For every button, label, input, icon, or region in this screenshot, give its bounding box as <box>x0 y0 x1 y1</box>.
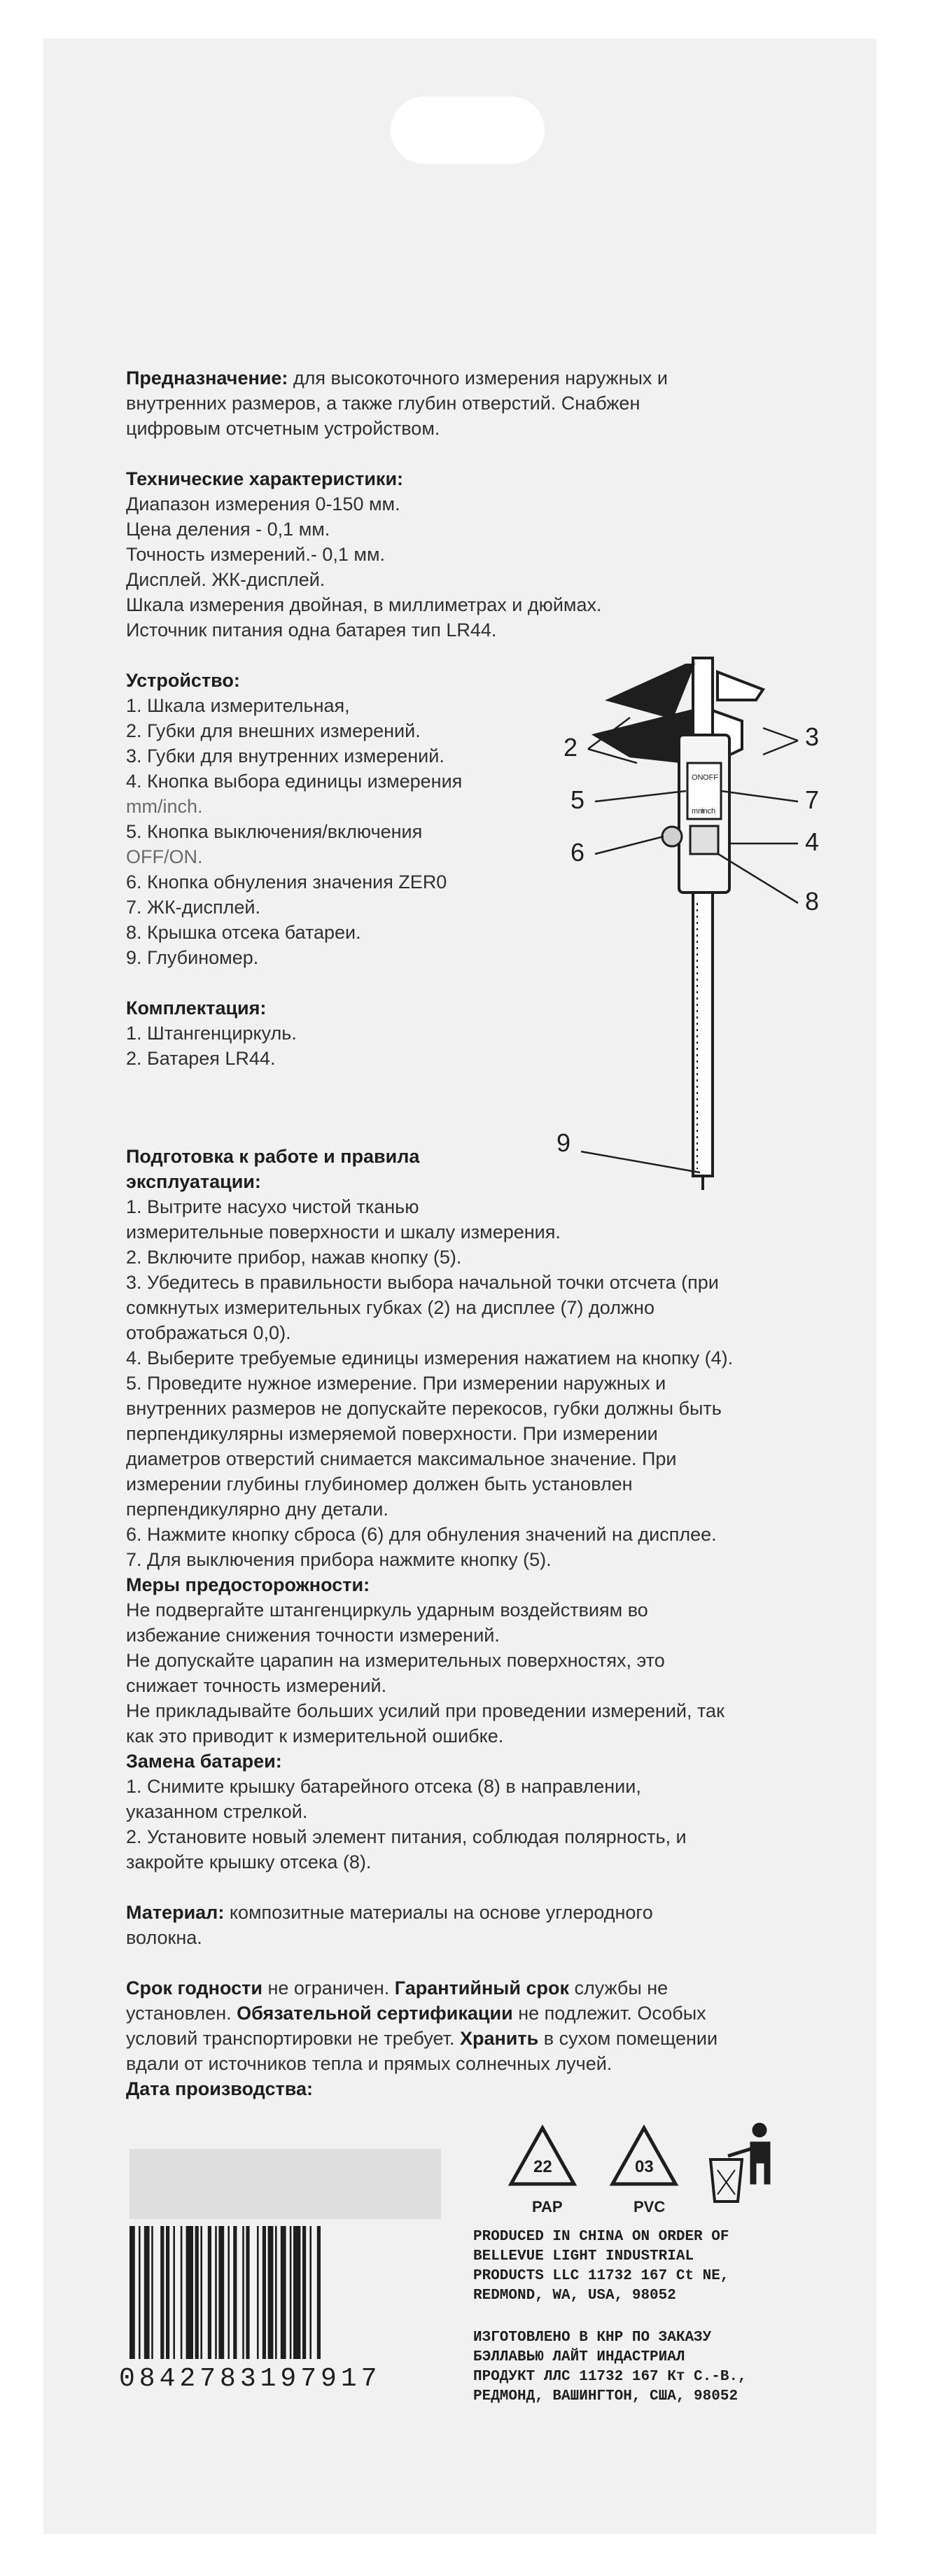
manufacturer-en <box>473 2227 802 2306</box>
manufacturer-line: РЕДМОНД, ВАШИНГТОН, США, 98052 <box>473 2388 738 2404</box>
upper-jaw-moving <box>718 672 763 700</box>
production-date-label: Дата производства: <box>126 2078 313 2099</box>
manufacturer-line: BELLEVUE LIGHT INDUSTRIAL <box>473 2248 694 2264</box>
zero-button <box>662 827 682 846</box>
callout-5: 5 <box>570 785 585 814</box>
purpose-label: Предназначение: <box>126 368 288 388</box>
prep-section <box>126 1144 798 1572</box>
kit-title: Комплектация: <box>126 997 267 1018</box>
caution-line: Не подвергайте штангенциркуль ударным воздействиям во <box>126 1600 648 1620</box>
barcode-bar <box>227 2226 230 2359</box>
prep-line: 6. Нажмите кнопку сброса (6) для обнуления значений на дисплее. <box>126 1524 717 1545</box>
device-line: 2. Губки для внешних измерений. <box>126 720 421 741</box>
storage-label: Хранить <box>459 2028 539 2049</box>
shelf-text: вдали от источников тепла и прямых солнечных лучей. <box>126 2053 612 2074</box>
prep-line: сомкнутых измерительных губках (2) на дисплее (7) должно <box>126 1297 654 1318</box>
manufacturer-line: REDMOND, WA, USA, 98052 <box>473 2288 676 2304</box>
purpose-line: для высокоточного измерения наружных и <box>288 368 668 388</box>
callout-4: 4 <box>805 827 820 856</box>
barcode-bar <box>262 2226 266 2359</box>
prep-line: 2. Включите прибор, нажав кнопку (5). <box>126 1247 462 1268</box>
barcode-bar <box>257 2226 259 2359</box>
spec-line: Точность измерений.- 0,1 мм. <box>126 544 386 565</box>
barcode-bar <box>181 2226 183 2359</box>
barcode-bar <box>151 2226 153 2359</box>
shelf-life-section <box>126 1975 798 2101</box>
barcode-bar <box>208 2226 211 2359</box>
prep-line: перпендикулярно дну детали. <box>126 1499 388 1520</box>
barcode-bar <box>233 2226 237 2359</box>
barcode-bar <box>281 2226 286 2359</box>
pvc-code: 03 <box>635 2157 654 2176</box>
spec-line: Диапазон измерения 0-150 мм. <box>126 493 400 514</box>
pvc-label: PVC <box>634 2198 666 2216</box>
barcode-bar <box>293 2226 300 2359</box>
pap-label: PAP <box>532 2198 563 2216</box>
caution-title: Меры предосторожности: <box>126 1574 370 1595</box>
barcode-bar <box>218 2226 224 2359</box>
prep-line: 1. Вытрите насухо чистой тканью <box>126 1196 419 1217</box>
callout-6: 6 <box>570 838 585 867</box>
device-line: 8. Крышка отсека батареи. <box>126 922 361 943</box>
prep-line: 3. Убедитесь в правильности выбора начальной точки отсчета (при <box>126 1272 719 1293</box>
battery-cover <box>690 826 718 854</box>
hang-hole <box>391 97 545 164</box>
device-line: mm/inch. <box>126 796 203 817</box>
barcode-bar <box>290 2226 292 2359</box>
shelf-text: в сухом помещении <box>538 2028 718 2049</box>
prep-line: перпендикулярны измеряемой поверхности. При измерении <box>126 1423 658 1444</box>
device-line: OFF/ON. <box>126 846 203 867</box>
shelf-text: не подлежит. Особых <box>512 2003 706 2024</box>
kit-line: 1. Штангенциркуль. <box>126 1023 297 1044</box>
certification-label: Обязательной сертификации <box>237 2003 513 2024</box>
barcode-bar <box>268 2226 274 2359</box>
device-line: 3. Губки для внутренних измерений. <box>126 746 444 766</box>
prep-line: 7. Для выключения прибора нажмите кнопку (5). <box>126 1549 552 1570</box>
spec-line: Дисплей. ЖК-дисплей. <box>126 569 326 590</box>
prep-line: диаметров отверстий снимается максимальное значение. При <box>126 1448 677 1469</box>
spec-line: Источник питания одна батарея тип LR44. <box>126 620 497 640</box>
barcode-bar <box>302 2226 306 2359</box>
barcode-bar <box>275 2226 277 2359</box>
prep-title: Подготовка к работе и правила <box>126 1146 420 1167</box>
barcode-bar <box>200 2226 202 2359</box>
caution-line: Не допускайте царапин на измерительных поверхностях, это <box>126 1650 665 1671</box>
barcode-number: 0842783197917 <box>119 2364 382 2394</box>
display-mm-label: mm <box>692 807 705 816</box>
barcode-bar <box>186 2226 193 2359</box>
caution-line: избежание снижения точности измерений. <box>126 1625 500 1646</box>
shelf-text: установлен. <box>126 2003 237 2024</box>
barcode-bar <box>215 2226 217 2359</box>
material-label: Материал: <box>126 1902 225 1923</box>
callout-7: 7 <box>805 785 820 814</box>
device-line: 6. Кнопка обнуления значения ZER0 <box>126 872 447 892</box>
pap-code: 22 <box>533 2157 552 2176</box>
prep-line: измерительные поверхности и шкалу измерения. <box>126 1222 561 1242</box>
manufacturer-line: БЭЛЛАВЬЮ ЛАЙТ ИНДАСТРИАЛ <box>473 2349 685 2365</box>
manufacturer-ru <box>473 2328 802 2407</box>
device-line: 7. ЖК-дисплей. <box>126 897 260 918</box>
spec-line: Шкала измерения двойная, в миллиметрах и дюймах. <box>126 594 602 615</box>
callout-9: 9 <box>556 1128 571 1157</box>
tidyman-icon <box>710 2123 770 2202</box>
prep-title: эксплуатации: <box>126 1171 261 1192</box>
display-on-label: ON <box>692 774 704 782</box>
prep-line: отображаться 0,0). <box>126 1322 291 1343</box>
barcode-bar <box>130 2226 135 2359</box>
caution-line: снижает точность измерений. <box>126 1675 387 1696</box>
barcode-bar <box>166 2226 169 2359</box>
barcode-bar <box>173 2226 175 2359</box>
callout-3: 3 <box>805 722 820 751</box>
device-line: 4. Кнопка выбора единицы измерения <box>126 771 463 792</box>
recycling-symbols <box>504 2118 784 2236</box>
shelf-text: службы не <box>568 1977 668 1998</box>
battery-line: закройте крышку отсека (8). <box>126 1851 372 1872</box>
shelf-text: не ограничен. <box>262 1977 395 1998</box>
warranty-label: Гарантийный срок <box>394 1977 569 1998</box>
device-line: 9. Глубиномер. <box>126 947 259 968</box>
specs-section <box>126 466 777 643</box>
material-line: композитные материалы на основе углеродного <box>224 1902 653 1923</box>
kit-line: 2. Батарея LR44. <box>126 1048 276 1069</box>
production-date-field <box>130 2149 441 2219</box>
material-section <box>126 1900 798 1950</box>
device-line: 1. Шкала измерительная, <box>126 695 350 716</box>
battery-title: Замена батареи: <box>126 1751 282 1772</box>
caliper-diagram <box>553 651 847 1190</box>
caution-line: как это приводит к измерительной ошибке. <box>126 1726 504 1746</box>
spec-line: Цена деления - 0,1 мм. <box>126 519 330 540</box>
manufacturer-line: ПРОДУКТ ЛЛС 11732 167 Кт С.-В., <box>473 2369 747 2385</box>
device-line: 5. Кнопка выключения/включения <box>126 821 423 842</box>
display-off-label: OFF <box>703 774 718 782</box>
battery-section <box>126 1749 798 1875</box>
prep-line: 5. Проведите нужное измерение. При измерении наружных и <box>126 1373 666 1394</box>
barcode-bar <box>242 2226 244 2359</box>
manufacturer-line: PRODUCTS LLC 11732 167 Ct NE, <box>473 2268 729 2284</box>
caution-line: Не прикладывайте больших усилий при проведении измерений, так <box>126 1700 724 1721</box>
barcode-bar <box>246 2226 249 2359</box>
instructions-bottom <box>126 1144 798 2101</box>
manufacturer-line: PRODUCED IN CHINA ON ORDER OF <box>473 2229 729 2245</box>
battery-line: 2. Установите новый элемент питания, соблюдая полярность, и <box>126 1826 687 1847</box>
battery-line: указанном стрелкой. <box>126 1801 308 1822</box>
prep-line: внутренних размеров не допускайте перекосов, губки должны быть <box>126 1398 722 1419</box>
prep-line: 4. Выберите требуемые единицы измерения нажатием на кнопку (4). <box>126 1348 734 1368</box>
display-inch-label: inch <box>701 807 716 816</box>
purpose-line: внутренних размеров, а также глубин отверстий. Снабжен <box>126 393 640 414</box>
material-line: волокна. <box>126 1927 202 1948</box>
barcode-bar <box>195 2226 199 2359</box>
manufacturer-line: ИЗГОТОВЛЕНО В КНР ПО ЗАКАЗУ <box>473 2330 712 2346</box>
callout-8: 8 <box>805 887 820 916</box>
callout-2: 2 <box>564 733 578 762</box>
prep-line: измерении глубины глубиномер должен быть установлен <box>126 1474 633 1494</box>
barcode-bar <box>309 2226 312 2359</box>
specs-title: Технические характеристики: <box>126 468 404 489</box>
barcode-bar <box>139 2226 141 2359</box>
barcode <box>130 2226 441 2359</box>
upper-jaw-fixed <box>609 665 693 718</box>
purpose-line: цифровым отсчетным устройством. <box>126 418 440 439</box>
purpose-section <box>126 365 777 441</box>
barcode-bar <box>317 2226 321 2359</box>
battery-line: 1. Снимите крышку батарейного отсека (8) в направлении, <box>126 1776 641 1797</box>
caliper-body <box>595 658 763 1190</box>
caution-section <box>126 1572 798 1749</box>
device-title: Устройство: <box>126 670 240 691</box>
shelf-life-label: Срок годности <box>126 1977 262 1998</box>
barcode-bar <box>160 2226 164 2359</box>
shelf-text: условий транспортировки не требует. <box>126 2028 460 2049</box>
barcode-bar <box>144 2226 150 2359</box>
